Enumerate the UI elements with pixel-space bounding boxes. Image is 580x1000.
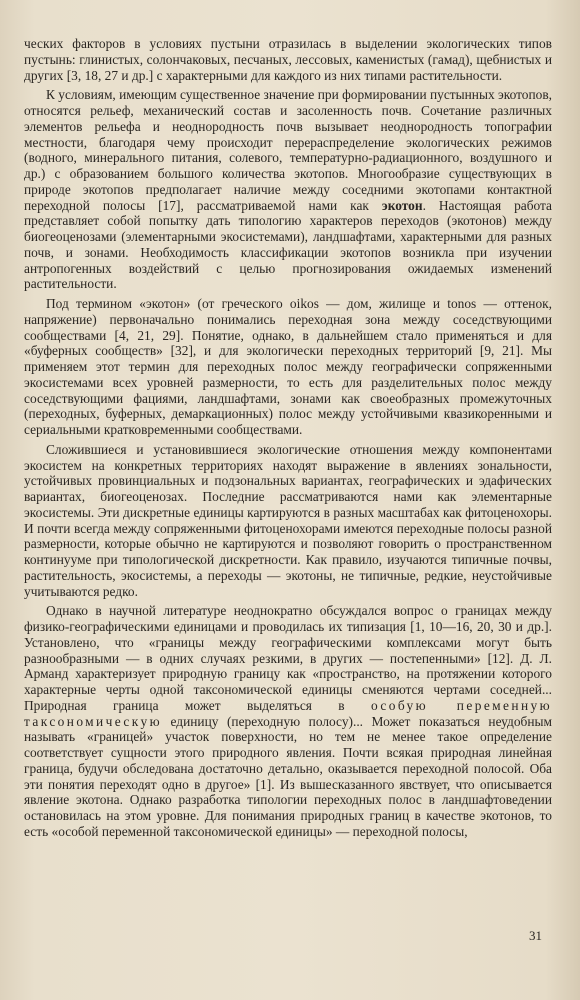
body-text [24, 36, 552, 840]
paragraph-2 [24, 87, 552, 292]
page-number: 31 [529, 928, 542, 943]
paragraph-4 [24, 442, 552, 600]
paragraph-text: Сложившиеся и установившиеся экологические отношения между компонентами экосистем на конкретных территориях находят выражение в явлениях зональности, устойчивых провинциальных и подзональных вариантах, географических и эдафических вариантах, биогеоценозах. Последние рассматриваются нами как элементарные экосистемы. Эти дискретные единицы картируются в разных масштабах как фитоценохоры. И почти всегда между сопряженными фитоценохорами имеются переходные полосы разной размерности, которые обычно не картируются и позволяют говорить о пространственном континууме при типологической дискретности. Как правило, изучаются типичные почвы, растительность, экосистемы, а переходы — экотоны, не типичные, редкие, неустойчивые учитываются редко. [24, 441, 552, 599]
paragraph-text: ческих факторов в условиях пустыни отразилась в выделении экологических типов пустынь: глинистых, солончаковых, песчаных, лессовых, каменистых (гамад), щебнистых и других [3, 18, 27 и др.] с характерными для каждого из них типами растительности. [24, 36, 552, 83]
bold-term: экотон [381, 197, 423, 213]
paragraph-text: . Настоящая работа представляет собой попытку дать типологию характеров переходов (экотонов) между биогеоценозами (элементарными экосистемами), ландшафтами, характерными для разных почв, и зонами. Необходимость классификации экотопов возникла при изучении антропогенных воздействий с целью прогнозирования ожидаемых изменений растительности. [24, 197, 552, 292]
paragraph-5 [24, 603, 552, 839]
paragraph-text: Под термином «экотон» (от греческого oikos — дом, жилище и tonos — оттенок, напряжение) первоначально понимались переходная зона между соседствующими сообществами [4, 21, 29]. Понятие, однако, в дальнейшем стало применяться и для «буферных сообществ» [32], и для экологически переходных территорий [9, 21]. Мы применяем этот термин для переходных полос между географически сопряженными экосистемами всех уровней размерности, то есть для разделительных полос между соседствующими фациями, ландшафтами, зонами как своеобразных промежуточных (переходных, буферных, демаркационных) полос между устойчивыми квазикоренными и сериальными кратковременными сообществами. [24, 296, 552, 437]
paragraph-3 [24, 296, 552, 438]
spaced-emphasis: особую переменную таксономическую [24, 697, 553, 729]
paragraph-1 [24, 36, 552, 83]
paragraph-text: Однако в научной литературе неоднократно обсуждался вопрос о границах между физико-географическими единицами и проводилась их типизация [1, 10—16, 20, 30 и др.]. Установлено, что «границы между географическими комплексами могут быть разнообразными — в одних случаях резкими, в других — постепенными» [12]. Д. Л. Арманд характеризует природную границу как «пространство, на протяжении которого характерные черты одной таксономической единицы сменяются чертами соседней... Природная граница может выделяться в [24, 603, 552, 713]
paragraph-text: единицу (переходную полосу)... Может показаться неудобным называть «границей» участок поверхности, но тем не менее такое определение соответствует сущности этого природного явления. Почти всякая природная линейная граница, будучи обследована достаточно детально, оказывается переходной полосой. Оба эти понятия переходят одно в другое» [1]. Из вышесказанного явствует, что описывается явление экотона. Однако разработка типологии переходных полос в ландшафтоведении остановилась на этом уровне. Для понимания природных границ в качестве экотонов, то есть «особой переменной таксономической единицы» — переходной полосы, [24, 713, 552, 839]
paragraph-text: К условиям, имеющим существенное значение при формировании пустынных экотопов, относятся рельеф, механический состав и засоленность почв. Сочетание различных элементов рельефа и неоднородность почв вызывает неоднородность топографии местности, благодаря чему происходит перераспределение экологических режимов (водного, минерального питания, солевого, температурно-радиационного, воздушного и др.) с образованием большого количества экотопов. Многообразие существующих в природе экотопов предполагает наличие между соседними экотопами контактной переходной полосы [17], рассматриваемой нами как [24, 87, 552, 213]
